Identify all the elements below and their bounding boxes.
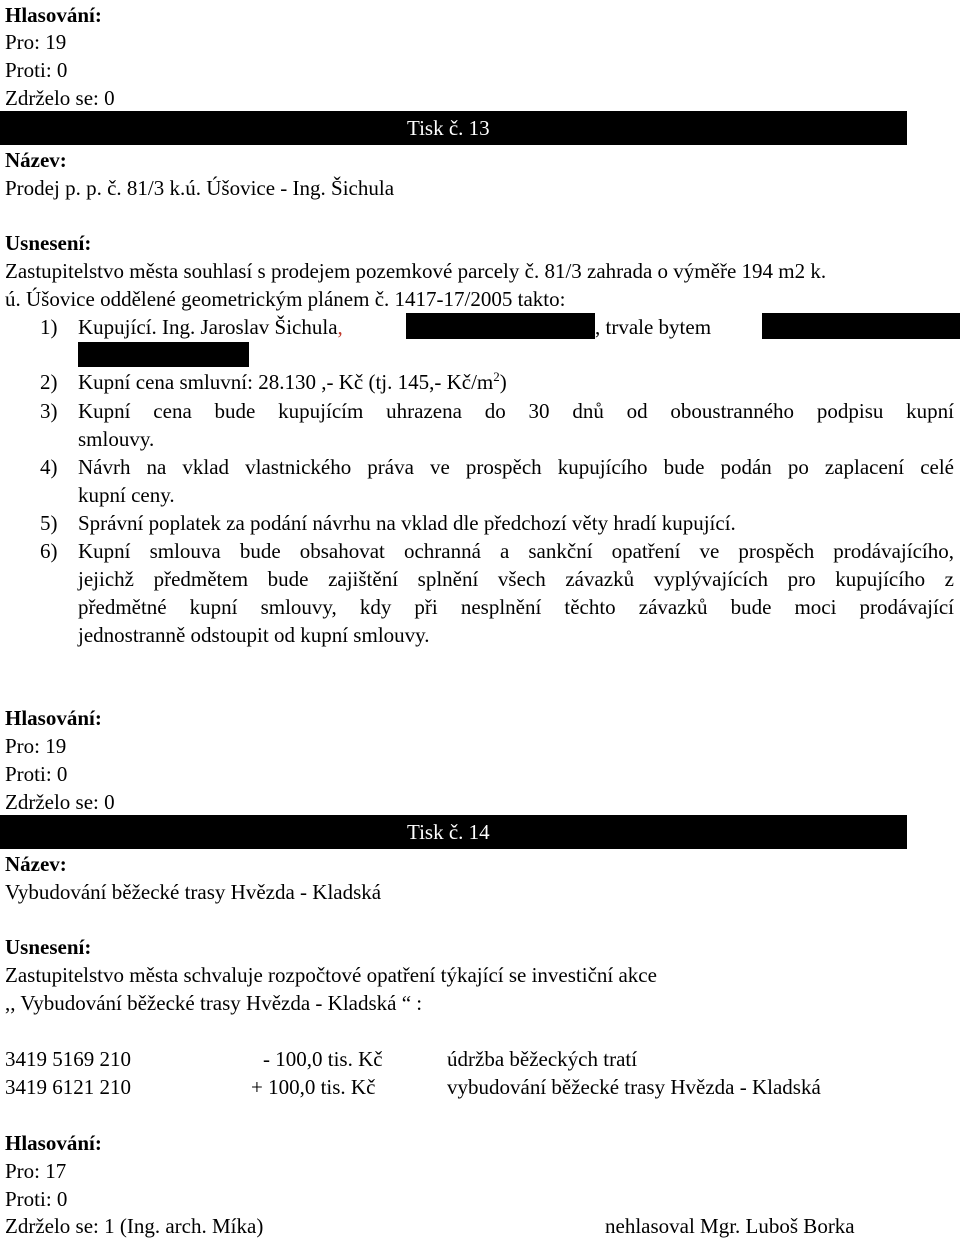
item-number: 3) xyxy=(40,399,58,423)
redaction-box xyxy=(78,342,249,367)
price-text xyxy=(78,369,507,395)
name-heading: Název: xyxy=(5,148,67,172)
resolution-text: Zastupitelstvo města schvaluje rozpočtové opatření týkající se investiční akce xyxy=(5,963,657,987)
item-number: 1) xyxy=(40,315,58,339)
vote-proti: Proti: 0 xyxy=(5,58,68,82)
item-paragraph xyxy=(78,453,954,509)
item-name: Vybudování běžecké trasy Hvězda - Kladská xyxy=(5,880,382,904)
vote-pro: Pro: 19 xyxy=(5,30,67,54)
budget-code: 3419 5169 210 xyxy=(5,1047,131,1071)
budget-description: údržba běžeckých tratí xyxy=(447,1047,638,1071)
section-header-title: Tisk č. 14 xyxy=(407,820,490,844)
resolution-text: ú. Úšovice oddělené geometrickým plánem č. 1417-17/2005 takto: xyxy=(5,287,566,311)
paragraph-line: Správní poplatek za podání návrhu na vklad dle předchozí věty hradí kupující. xyxy=(78,511,736,535)
budget-amount: + 100,0 tis. Kč xyxy=(251,1075,376,1099)
paragraph-line: Kupní smlouva bude obsahovat ochranná a sankční opatření ve prospěch prodávajícího, xyxy=(78,539,954,563)
buyer-name: Kupující. Ing. Jaroslav Šichula xyxy=(78,315,338,339)
name-heading: Název: xyxy=(5,852,67,876)
item-paragraph xyxy=(78,537,954,649)
resolution-text: Zastupitelstvo města souhlasí s prodejem pozemkové parcely č. 81/3 zahrada o výměře 194 m2 k. xyxy=(5,259,827,283)
paragraph-line: smlouvy. xyxy=(78,427,155,451)
item-number: 4) xyxy=(40,455,58,479)
budget-code: 3419 6121 210 xyxy=(5,1075,131,1099)
item-name: Prodej p. p. č. 81/3 k.ú. Úšovice - Ing. Šichula xyxy=(5,176,395,200)
vote-zdrzelo: Zdrželo se: 0 xyxy=(5,790,115,814)
resolution-heading: Usnesení: xyxy=(5,935,92,959)
paragraph-line: Návrh na vklad vlastnického práva ve prospěch kupujícího bude podán po zaplacení celé xyxy=(78,455,954,479)
price-main: Kupní cena smluvní: 28.130 ,- Kč (tj. 145,- Kč/m xyxy=(78,370,494,394)
item-number: 5) xyxy=(40,511,58,535)
redaction-box xyxy=(762,313,960,339)
buyer-text xyxy=(78,314,343,340)
comma-mark: , xyxy=(337,315,343,339)
section-header-bar xyxy=(0,111,907,145)
paragraph-line: jednostranně odstoupit od kupní smlouvy. xyxy=(78,623,430,647)
redaction-box xyxy=(406,313,595,339)
vote-heading: Hlasování: xyxy=(5,706,102,730)
item-number: 6) xyxy=(40,539,58,563)
paragraph-line: kupní ceny. xyxy=(78,483,175,507)
budget-description: vybudování běžecké trasy Hvězda - Kladská xyxy=(447,1075,821,1099)
vote-pro: Pro: 19 xyxy=(5,734,67,758)
item-paragraph xyxy=(78,397,954,453)
vote-proti: Proti: 0 xyxy=(5,762,68,786)
paragraph-line: předmětné kupní smlouvy, kdy při nesplnění těchto závazků bude moci prodávající xyxy=(78,595,954,619)
section-header-title: Tisk č. 13 xyxy=(407,116,490,140)
vote-zdrzelo: Zdrželo se: 1 (Ing. arch. Míka) xyxy=(5,1214,264,1238)
resolution-text: ,, Vybudování běžecké trasy Hvězda - Kladská “ : xyxy=(5,991,423,1015)
vote-heading: Hlasování: xyxy=(5,3,102,27)
paragraph-line: Kupní cena bude kupujícím uhrazena do 30 dnů od oboustranného podpisu kupní xyxy=(78,399,954,423)
vote-proti: Proti: 0 xyxy=(5,1187,68,1211)
price-close: ) xyxy=(499,370,507,394)
residence-label: , trvale bytem xyxy=(595,315,712,339)
absent-voter-note: nehlasoval Mgr. Luboš Borka xyxy=(605,1214,855,1238)
superscript: 2 xyxy=(493,369,500,384)
vote-heading: Hlasování: xyxy=(5,1131,102,1155)
budget-amount: - 100,0 tis. Kč xyxy=(263,1047,383,1071)
paragraph-line: jejichž předmětem bude zajištění splnění všech závazků vyplývajících pro kupujícího z xyxy=(78,567,954,591)
item-paragraph xyxy=(78,509,954,537)
section-header-bar xyxy=(0,815,907,849)
vote-pro: Pro: 17 xyxy=(5,1159,67,1183)
item-number: 2) xyxy=(40,370,58,394)
vote-zdrzelo: Zdrželo se: 0 xyxy=(5,86,115,110)
resolution-heading: Usnesení: xyxy=(5,231,92,255)
